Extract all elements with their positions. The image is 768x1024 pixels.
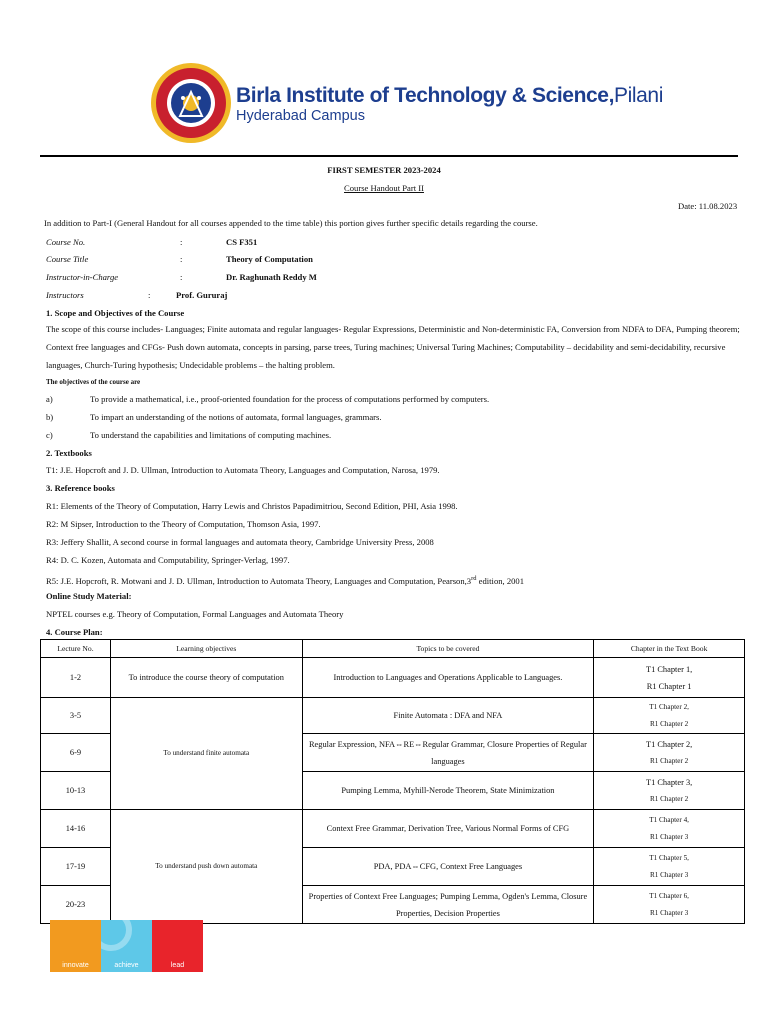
chapter-cell — [594, 848, 745, 886]
objective-b-text: To impart an understanding of the notions of automata, formal languages, grammars. — [90, 412, 382, 422]
textbook-t1: T1: J.E. Hopcroft and J. D. Ullman, Introduction to Automata Theory, Languages and Computation, Narosa, 1979. — [46, 465, 440, 475]
objective-b-mark: b) — [46, 412, 54, 422]
online-text: NPTEL courses e.g. Theory of Computation, Formal Languages and Automata Theory — [46, 609, 344, 619]
chapter-cell — [594, 810, 745, 848]
course-no-colon: : — [180, 237, 183, 247]
lead-label: lead — [170, 962, 185, 969]
institute-name — [236, 84, 663, 108]
chapter-line-1: T1 Chapter 1, — [645, 664, 693, 674]
chapter-line-2: R1 Chapter 2 — [649, 794, 689, 803]
objective-c-mark: c) — [46, 430, 53, 440]
objective-cell: To understand finite automata — [110, 698, 302, 810]
chapter-line-2: R1 Chapter 3 — [649, 832, 689, 841]
lecture-cell: 6-9 — [41, 734, 111, 772]
topic-cell: PDA, PDA⇔CFG, Context Free Languages — [302, 848, 594, 886]
chapter-cell — [594, 658, 745, 698]
table-row — [41, 698, 745, 734]
chapter-line-1: T1 Chapter 5, — [649, 853, 689, 862]
objective-a-text: To provide a mathematical, i.e., proof-oriented foundation for the process of computations performed by computers. — [90, 394, 490, 404]
lecture-cell: 10-13 — [41, 772, 111, 810]
table-row — [41, 658, 745, 698]
chapter-line-2: R1 Chapter 2 — [649, 719, 689, 728]
course-plan-heading: 4. Course Plan: — [46, 627, 103, 637]
institute-city: Pilani — [614, 84, 663, 107]
lead-block — [152, 920, 203, 972]
chapter-line-2: R1 Chapter 3 — [649, 908, 689, 917]
achieve-block — [101, 920, 152, 972]
chapter-line-2: R1 Chapter 3 — [649, 870, 689, 879]
course-no-label: Course No. — [46, 237, 86, 247]
header-chapter: Chapter in the Text Book — [594, 640, 745, 658]
topic-cell: Pumping Lemma, Myhill-Nerode Theorem, State Minimization — [302, 772, 594, 810]
reference-r5-sup: rd — [471, 575, 477, 582]
chapter-cell — [594, 734, 745, 772]
chapter-cell — [594, 886, 745, 924]
instructor-in-charge-colon: : — [180, 272, 183, 282]
chapter-line-2: R1 Chapter 2 — [649, 756, 689, 765]
reference-r4: R4: D. C. Kozen, Automata and Computability, Springer-Verlag, 1997. — [46, 555, 290, 565]
lecture-cell: 20-23 — [41, 886, 111, 924]
reference-r1: R1: Elements of the Theory of Computation, Harry Lewis and Christos Papadimitriou, Second Edition, PHI, Asia 1998. — [46, 501, 458, 511]
topic-cell: Properties of Context Free Languages; Pumping Lemma, Ogden's Lemma, Closure Properties, Decision Properties — [302, 886, 594, 924]
online-heading: Online Study Material: — [46, 591, 132, 601]
table-header-row — [41, 640, 745, 658]
table-row — [41, 810, 745, 848]
course-title-colon: : — [180, 254, 183, 264]
bits-seal-icon — [150, 62, 232, 144]
objective-a-mark: a) — [46, 394, 53, 404]
topic-cell: Introduction to Languages and Operations Applicable to Languages. — [302, 658, 594, 698]
course-title-label: Course Title — [46, 254, 89, 264]
reference-r5 — [46, 573, 524, 587]
achieve-label: achieve — [114, 962, 139, 969]
institute-name-main: Birla Institute of Technology & Science, — [236, 84, 615, 107]
chapter-cell — [594, 698, 745, 734]
objective-cell: To introduce the course theory of computation — [110, 658, 302, 698]
objective-cell: To understand push down automata — [110, 810, 302, 924]
scope-text: The scope of this course includes- Languages; Finite automata and regular languages- Regular Expressions, Deterministic and Non-deterministic FA, Conversion from NDFA to DFA, Pumping theorem; Context free languages and CFGs- Push down automata, concepts in parsing, parse trees, Turing machines; Universal Turing Machines; Computability – decidability and semi-decidability, recursive languages, Church-Turing hypothesis; Undecidable problems – the halting problem. — [46, 324, 740, 370]
reference-r5-end: edition, 2001 — [476, 575, 525, 586]
scope-heading: 1. Scope and Objectives of the Course — [46, 308, 185, 318]
handout-date: Date: 11.08.2023 — [678, 201, 738, 211]
innovate-label: innovate — [62, 962, 89, 969]
reference-r3: R3: Jeffery Shallit, A second course in formal languages and automata theory, Cambridge University Press, 2008 — [46, 537, 434, 547]
chapter-line-1: T1 Chapter 6, — [649, 891, 689, 900]
topic-cell: Context Free Grammar, Derivation Tree, Various Normal Forms of CFG — [302, 810, 594, 848]
lecture-cell: 14-16 — [41, 810, 111, 848]
topic-cell: Regular Expression, NFA⇔RE⇔Regular Grammar, Closure Properties of Regular languages — [302, 734, 594, 772]
lecture-cell: 17-19 — [41, 848, 111, 886]
chapter-line-2: R1 Chapter 1 — [646, 681, 692, 691]
reference-r2: R2: M Sipser, Introduction to the Theory of Computation, Thomson Asia, 1997. — [46, 519, 321, 529]
course-title-value: Theory of Computation — [226, 254, 313, 264]
intro-text: In addition to Part-I (General Handout for all courses appended to the time table) this portion gives further specific details regarding the course. — [44, 218, 538, 228]
reference-r5-main: R5: J.E. Hopcroft, R. Motwani and J. D. Ullman, Introduction to Automata Theory, Languages and Computation, Pearson,3 — [46, 575, 472, 586]
instructors-colon: : — [148, 290, 151, 300]
lecture-cell: 3-5 — [41, 698, 111, 734]
chapter-line-1: T1 Chapter 2, — [649, 702, 689, 711]
header-lecture-no: Lecture No. — [41, 640, 111, 658]
chapter-cell — [594, 772, 745, 810]
handout-title: Course Handout Part II — [344, 183, 424, 193]
course-plan-table — [40, 639, 745, 924]
footer-brand-strip — [50, 920, 203, 972]
instructors-value: Prof. Gururaj — [176, 290, 228, 300]
objective-c-text: To understand the capabilities and limitations of computing machines. — [90, 430, 332, 440]
semester-title: FIRST SEMESTER 2023-2024 — [327, 165, 441, 175]
topic-cell: Finite Automata : DFA and NFA — [302, 698, 594, 734]
instructors-label: Instructors — [46, 290, 84, 300]
header-topics: Topics to be covered — [302, 640, 594, 658]
instructor-in-charge-label: Instructor-in-Charge — [46, 272, 119, 282]
chapter-line-1: T1 Chapter 4, — [649, 815, 689, 824]
objectives-heading: The objectives of the course are — [46, 378, 141, 386]
course-no-value: CS F351 — [226, 237, 258, 247]
textbooks-heading: 2. Textbooks — [46, 448, 92, 458]
campus-name: Hyderabad Campus — [236, 108, 365, 124]
chapter-line-1: T1 Chapter 3, — [645, 777, 693, 787]
references-heading: 3. Reference books — [46, 483, 115, 493]
header-rule — [40, 155, 738, 157]
bits-logo — [150, 62, 232, 144]
innovate-block — [50, 920, 101, 972]
header-learning-objectives: Learning objectives — [110, 640, 302, 658]
lecture-cell: 1-2 — [41, 658, 111, 698]
chapter-line-1: T1 Chapter 2, — [645, 739, 693, 749]
instructor-in-charge-value: Dr. Raghunath Reddy M — [226, 272, 317, 282]
